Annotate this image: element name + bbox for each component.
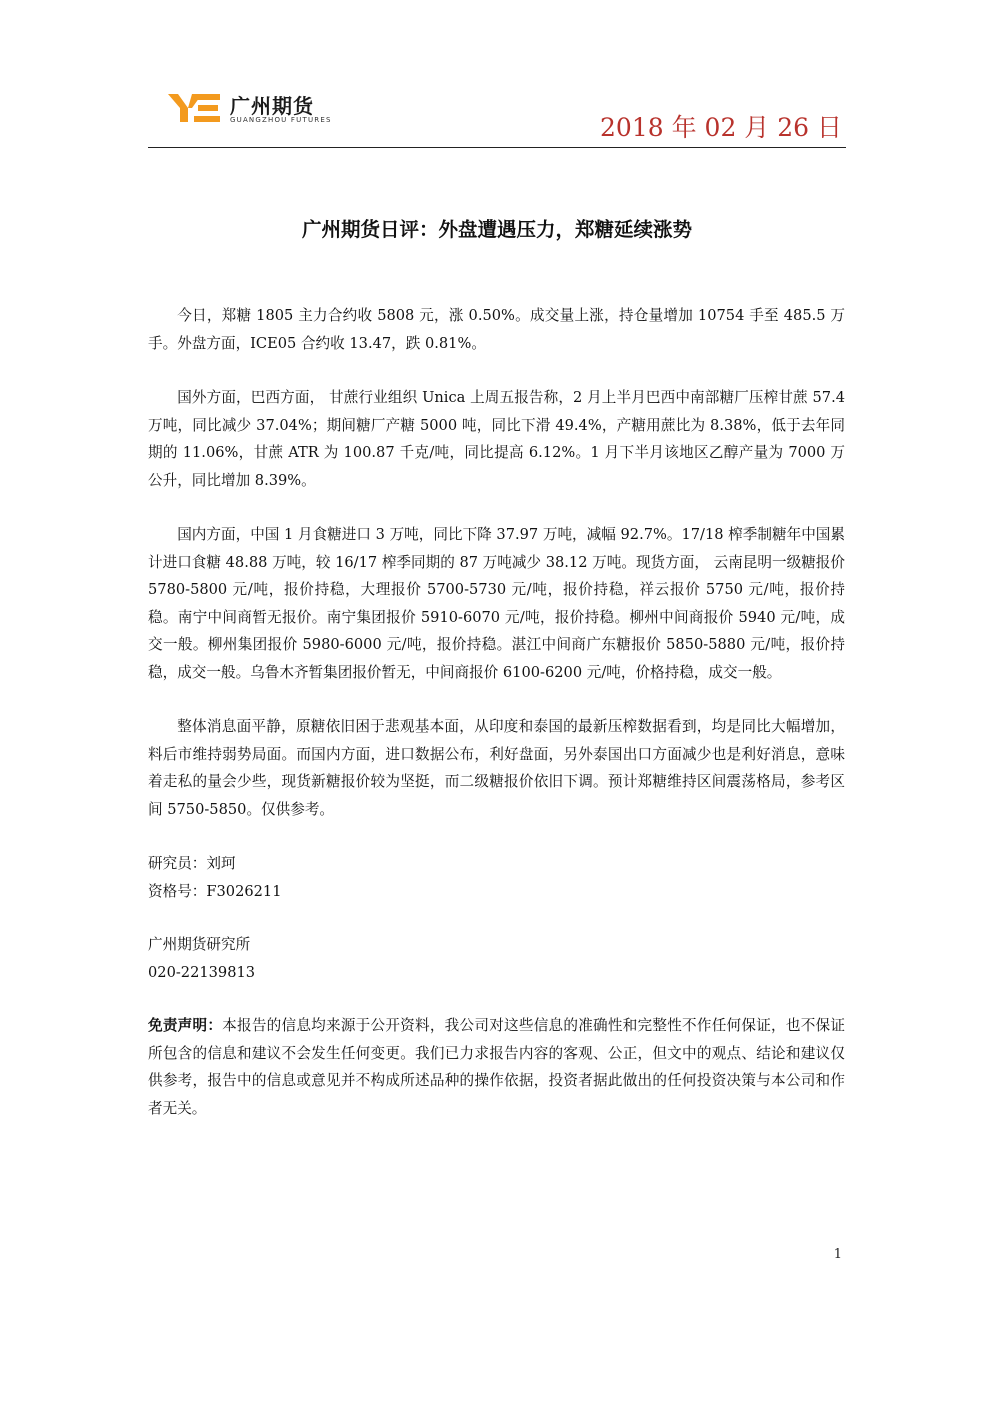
disclaimer-label: 免责声明：	[148, 1017, 223, 1034]
paragraph-overseas: 国外方面，巴西方面， 甘蔗行业组织 Unica 上周五报告称，2 月上半月巴西中南部糖厂压榨甘蔗 57.4 万吨，同比减少 37.04%；期间糖厂产糖 5000 吨，同比下滑 49.4%，产糖用蔗比为 8.38%，低于去年同期的 11.06%，甘蔗 ATR 为 100.87 千克/吨，同比提高 6.12%。1 月下半月该地区乙醇产量为 7000 万公升，同比增加 8.39%。	[148, 389, 845, 489]
researcher-name: 研究员：刘珂	[148, 855, 236, 872]
report-date: 2018 年 02 月 26 日	[600, 113, 842, 142]
logo-mark-icon	[168, 90, 224, 126]
logo-subtitle: GUANGZHOU FUTURES	[230, 116, 332, 124]
paragraph-domestic: 国内方面，中国 1 月食糖进口 3 万吨，同比下降 37.97 万吨，减幅 92.7%。17/18 榨季制糖年中国累计进口食糖 48.88 万吨，较 16/17 榨季同期的 87 万吨减少 38.12 万吨。现货方面， 云南昆明一级糖报价 5780-5800 元/吨，报价持稳，大理报价 5700-5730 元/吨，报价持稳，祥云报价 5750 元/吨，报价持稳。南宁中间商暂无报价。南宁集团报价 5910-6070 元/吨，报价持稳。柳州中间商报价 5940 元/吨，成交一般。柳州集团报价 5980-6000 元/吨，报价持稳。湛江中间商广东糖报价 5850-5880 元/吨，报价持稳，成交一般。乌鲁木齐暂集团报价暂无，中间商报价 6100-6200 元/吨，价格持稳，成交一般。	[148, 526, 845, 681]
page-header	[148, 84, 846, 148]
institute-phone: 020-22139813	[148, 963, 256, 981]
report-title: 广州期货日评：外盘遭遇压力，郑糖延续涨势	[301, 218, 692, 241]
company-logo	[168, 90, 368, 130]
researcher-license: 资格号：F3026211	[148, 882, 282, 900]
institute-info	[148, 931, 845, 986]
page-number: 1	[833, 1247, 842, 1262]
disclaimer	[148, 1012, 845, 1122]
logo-name: 广州期货	[230, 94, 314, 118]
paragraph-market: 今日，郑糖 1805 主力合约收 5808 元，涨 0.50%。成交量上涨，持仓量增加 10754 手至 485.5 万手。外盘方面，ICE05 合约收 13.47，跌 0.81%。	[148, 307, 845, 352]
researcher-info	[148, 850, 845, 905]
report-body	[148, 302, 845, 1122]
institute-name: 广州期货研究所	[148, 936, 251, 953]
disclaimer-text: 本报告的信息均来源于公开资料，我公司对这些信息的准确性和完整性不作任何保证，也不保证所包含的信息和建议不会发生任何变更。我们已力求报告内容的客观、公正，但文中的观点、结论和建议仅供参考，报告中的信息或意见并不构成所述品种的操作依据，投资者据此做出的任何投资决策与本公司和作者无关。	[148, 1017, 845, 1117]
paragraph-outlook: 整体消息面平静，原糖依旧困于悲观基本面，从印度和泰国的最新压榨数据看到，均是同比大幅增加，料后市维持弱势局面。而国内方面，进口数据公布，利好盘面，另外泰国出口方面减少也是利好消息，意味着走私的量会少些，现货新糖报价较为坚挺，而二级糖报价依旧下调。预计郑糖维持区间震荡格局，参考区间 5750-5850。仅供参考。	[148, 718, 845, 818]
header-divider	[148, 147, 846, 148]
